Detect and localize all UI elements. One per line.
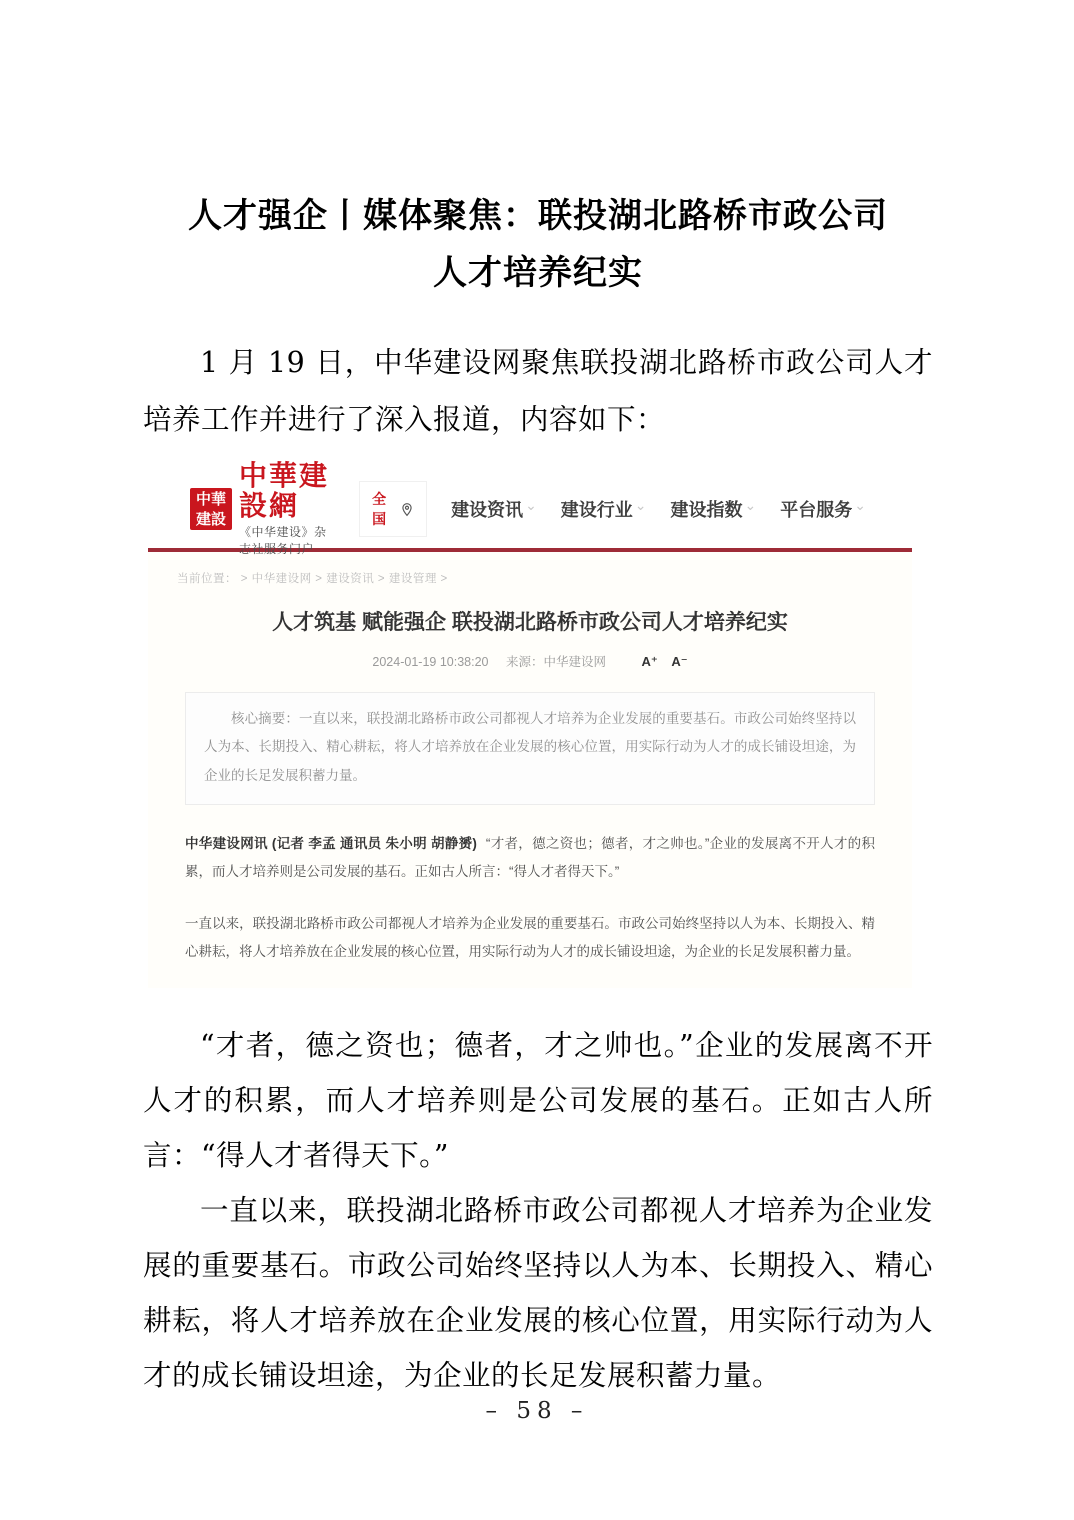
breadcrumb[interactable]: 当前位置： > 中华建设网 > 建设资讯 > 建设管理 >: [177, 573, 448, 585]
body-paragraph-1: “才者，德之资也；德者，才之帅也。”企业的发展离不开人才的积累，而人才培养则是公司发展的基石。正如古人所言：“得人才者得天下。”: [143, 1028, 933, 1172]
article-source: 来源：中华建设网: [505, 655, 606, 669]
website-nav: [427, 496, 866, 522]
font-increase-button[interactable]: A⁺: [641, 654, 658, 669]
nav-item-construction-industry[interactable]: [561, 496, 647, 522]
nav-label: 平台服务: [780, 500, 853, 520]
article-meta: [185, 652, 875, 670]
logo-seal-icon: [190, 488, 232, 530]
article-paragraph-2: 一直以来，联投湖北路桥市政公司都视人才培养为企业发展的重要基石。市政公司始终坚持以人为本、长期投入、精心耕耘，将人才培养放在企业发展的核心位置，用实际行动为人才的成长铺设坦途，为企业的长足发展积蓄力量。: [185, 916, 875, 960]
nav-label: 建设资讯: [451, 500, 524, 520]
article-date: 2024-01-19 10:38:20: [372, 655, 489, 669]
article-paragraph-1: [185, 830, 875, 885]
chevron-down-icon: [525, 494, 537, 515]
page-title-line1: 人才强企丨媒体聚焦：联投湖北路桥市政公司: [188, 196, 888, 236]
logo-text: [239, 461, 333, 557]
website-body: [148, 552, 912, 988]
font-decrease-button[interactable]: A⁻: [671, 654, 688, 669]
page-number: – 58 –: [485, 1398, 589, 1424]
document-body: [143, 1018, 933, 1403]
article-summary-box: 核心摘要：一直以来，联投湖北路桥市政公司都视人才培养为企业发展的重要基石。市政公司始终坚持以人为本、长期投入、精心耕耘，将人才培养放在企业发展的核心位置，用实际行动为人才的成长铺设坦途，为企业的长足发展积蓄力量。: [185, 692, 875, 805]
site-logo[interactable]: [190, 461, 333, 557]
site-name: 中華建設網: [239, 459, 330, 522]
document-page: [143, 0, 933, 1403]
logo-seal-line1: 中華: [195, 490, 226, 508]
nav-item-construction-news[interactable]: [451, 496, 537, 522]
chevron-down-icon: [635, 494, 647, 515]
region-label: 全国: [372, 491, 387, 527]
article-paragraph-1-text: “才者，德之资也；德者，才之帅也。”企业的发展离不开人才的积累，而人才培养则是公司发展的基石。正如古人所言：“得人才者得天下。”: [185, 836, 875, 879]
font-size-controls: [631, 654, 687, 669]
chevron-down-icon: [854, 494, 866, 515]
article-byline: 中华建设网讯 (记者 李孟 通讯员 朱小明 胡静赟): [185, 836, 477, 852]
page-title: [143, 188, 933, 302]
page-title-line2: 人才培养纪实: [433, 253, 643, 293]
embedded-website-screenshot: [148, 459, 912, 988]
nav-label: 建设行业: [560, 500, 633, 520]
nav-item-construction-index[interactable]: [671, 496, 757, 522]
site-tagline: 《中华建设》杂志社服务门户: [239, 525, 327, 556]
nav-label: 建设指数: [670, 500, 743, 520]
intro-paragraph: 1 月 19 日，中华建设网聚焦联投湖北路桥市政公司人才培养工作并进行了深入报道，内容如下：: [143, 346, 933, 436]
body-paragraph-2: 一直以来，联投湖北路桥市政公司都视人才培养为企业发展的重要基石。市政公司始终坚持以人为本、长期投入、精心耕耘，将人才培养放在企业发展的核心位置，用实际行动为人才的成长铺设坦途，为企业的长足发展积蓄力量。: [143, 1193, 933, 1392]
website-header: [148, 459, 912, 556]
nav-item-platform-services[interactable]: [780, 496, 866, 522]
location-pin-icon: [400, 502, 414, 517]
chevron-down-icon: [745, 494, 757, 515]
region-selector[interactable]: [359, 481, 427, 537]
article-title: 人才筑基 赋能强企 联投湖北路桥市政公司人才培养纪实: [272, 611, 788, 634]
logo-seal-line2: 建設: [195, 510, 226, 528]
